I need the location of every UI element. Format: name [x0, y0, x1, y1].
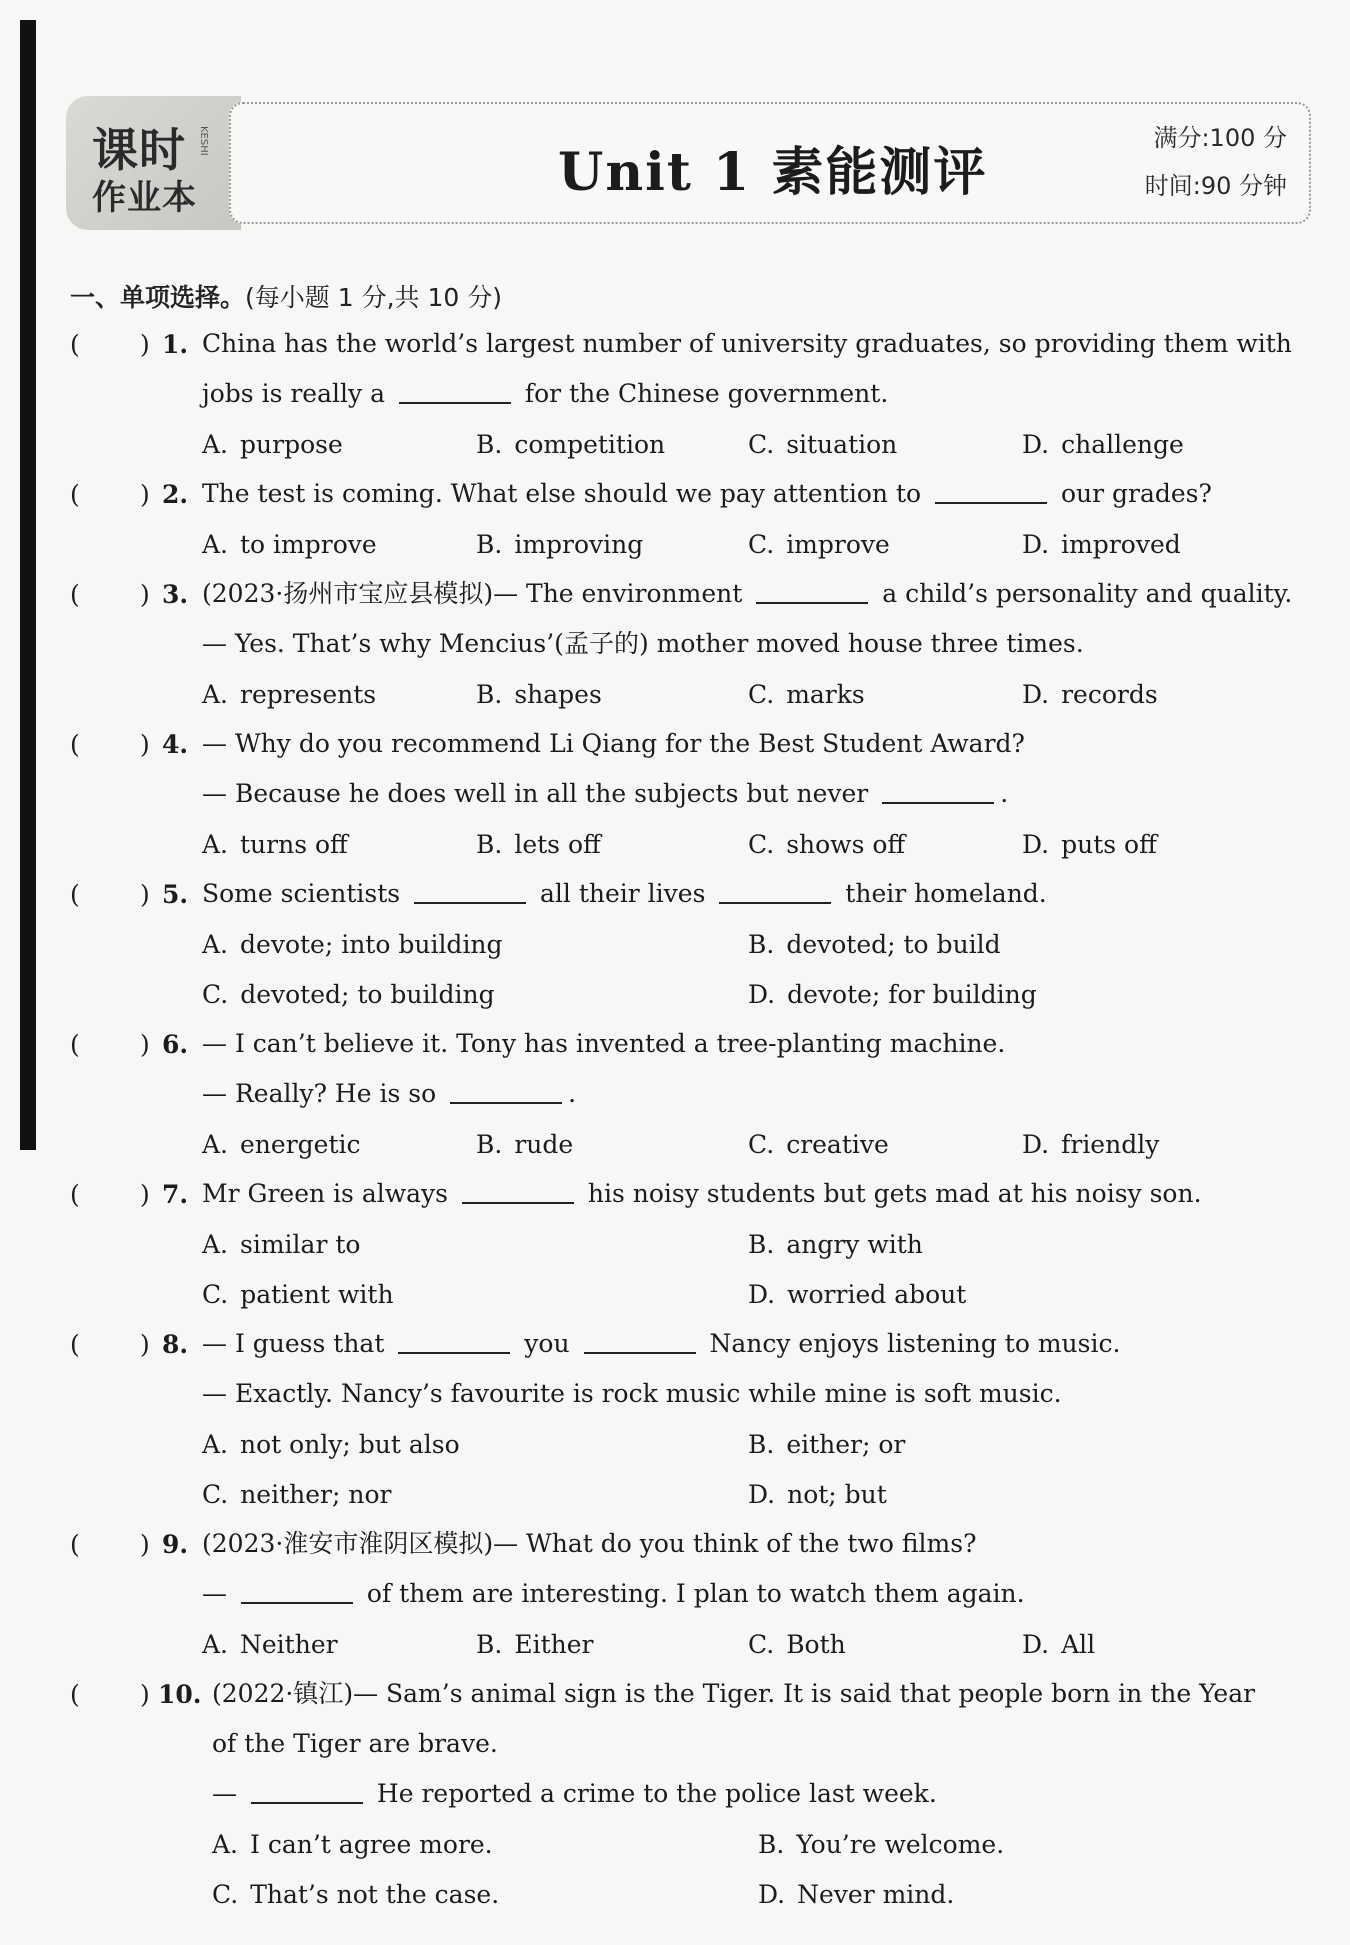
option-text: Either: [514, 1630, 594, 1659]
question-text: jobs is really a: [202, 379, 393, 408]
option-c: [202, 1280, 394, 1309]
option-d: [1022, 680, 1158, 709]
option-c: [748, 1130, 889, 1159]
answer-paren-open: (: [70, 580, 80, 609]
option-a: [202, 1430, 460, 1459]
answer-blank: [462, 1182, 574, 1204]
option-letter: D.: [1022, 1630, 1050, 1659]
option-c: [202, 980, 495, 1009]
option-text: either; or: [786, 1430, 906, 1459]
option-a: [202, 430, 343, 459]
option-a: [202, 1230, 360, 1259]
question-text: of them are interesting. I plan to watch them again.: [358, 1579, 1025, 1608]
option-letter: A.: [202, 1630, 229, 1659]
option-a: [212, 1830, 493, 1859]
option-letter: C.: [748, 430, 775, 459]
answer-paren-open: (: [70, 1330, 80, 1359]
option-b: [748, 1230, 923, 1259]
question-number: 4.: [162, 730, 189, 759]
answer-blank: [935, 482, 1047, 504]
question-text: our grades?: [1053, 479, 1212, 508]
answer-paren-close: ): [140, 480, 150, 509]
question-text: — Yes. That’s why Mencius’(孟子的) mother moved house three times.: [202, 629, 1084, 658]
question-text-line: [202, 1378, 1062, 1410]
question-number: 8.: [162, 1330, 189, 1359]
option-text: patient with: [240, 1280, 394, 1309]
answer-paren-open: (: [70, 1030, 80, 1059]
question-text: Nancy enjoys listening to music.: [701, 1329, 1121, 1358]
option-b: [476, 430, 665, 459]
option-c: [212, 1880, 499, 1909]
question-text: — I guess that: [202, 1329, 393, 1358]
section-heading: [70, 278, 502, 314]
answer-paren-open: (: [70, 1680, 80, 1709]
option-text: similar to: [240, 1230, 361, 1259]
question-text: — Exactly. Nancy’s favourite is rock music while mine is soft music.: [202, 1379, 1062, 1408]
option-d: [748, 1480, 887, 1509]
option-d: [748, 980, 1037, 1009]
option-text: energetic: [240, 1130, 361, 1159]
option-a: [202, 1130, 361, 1159]
question-number: 2.: [162, 480, 189, 509]
answer-paren-close: ): [140, 880, 150, 909]
option-text: records: [1061, 680, 1158, 709]
option-text: devote; into building: [240, 930, 503, 959]
option-text: marks: [786, 680, 865, 709]
question-text: (2023·淮安市淮阴区模拟)— What do you think of the two films?: [202, 1529, 977, 1558]
option-d: [758, 1880, 954, 1909]
option-c: [748, 680, 865, 709]
question-text-line: [212, 1678, 1255, 1710]
question-text-line: [202, 878, 1047, 910]
option-text: improving: [514, 530, 644, 559]
option-letter: D.: [1022, 530, 1050, 559]
answer-blank: [584, 1332, 696, 1354]
question-text: of the Tiger are brave.: [212, 1729, 498, 1758]
option-letter: B.: [758, 1830, 785, 1859]
question-text: Some scientists: [202, 879, 409, 908]
option-text: I can’t agree more.: [250, 1830, 493, 1859]
answer-paren-close: ): [140, 330, 150, 359]
question-text-line: [202, 1578, 1025, 1610]
question-number: 10.: [158, 1680, 202, 1709]
answer-blank: [756, 582, 868, 604]
question-text-line: [202, 328, 1292, 360]
answer-paren-open: (: [70, 330, 80, 359]
option-text: situation: [786, 430, 898, 459]
option-text: Neither: [240, 1630, 338, 1659]
question-text: all their lives: [532, 879, 714, 908]
option-letter: A.: [202, 830, 229, 859]
answer-paren-close: ): [140, 730, 150, 759]
question-text: for the Chinese government.: [516, 379, 889, 408]
option-c: [748, 830, 905, 859]
option-letter: C.: [212, 1880, 239, 1909]
answer-blank: [882, 782, 994, 804]
answer-paren-open: (: [70, 730, 80, 759]
full-score: 满分:100 分: [1153, 124, 1287, 152]
option-letter: C.: [748, 830, 775, 859]
answer-blank: [251, 1782, 363, 1804]
time-limit: 时间:90 分钟: [1144, 172, 1287, 200]
question-text-line: [212, 1728, 498, 1760]
question-text-line: [202, 378, 888, 410]
question-text-line: [202, 1528, 976, 1560]
question-text: — Really? He is so: [202, 1079, 445, 1108]
answer-paren-close: ): [140, 1180, 150, 1209]
page-title: Unit 1 素能测评: [558, 142, 988, 203]
option-a: [202, 680, 376, 709]
option-text: devoted; to building: [240, 980, 495, 1009]
option-letter: D.: [748, 1480, 776, 1509]
option-text: devote; for building: [787, 980, 1037, 1009]
option-text: represents: [240, 680, 377, 709]
question-number: 1.: [162, 330, 189, 359]
option-letter: C.: [748, 1630, 775, 1659]
section-note: (每小题 1 分,共 10 分): [245, 283, 502, 312]
option-text: All: [1061, 1630, 1096, 1659]
option-letter: C.: [202, 980, 229, 1009]
option-b: [476, 530, 643, 559]
question-text: He reported a crime to the police last week.: [368, 1779, 937, 1808]
question-text: you: [516, 1329, 578, 1358]
question-text-line: [202, 1078, 576, 1110]
option-c: [748, 1630, 846, 1659]
option-letter: A.: [202, 1130, 229, 1159]
option-b: [476, 1630, 593, 1659]
option-b: [476, 1130, 573, 1159]
option-letter: B.: [476, 1630, 503, 1659]
option-text: angry with: [786, 1230, 923, 1259]
option-a: [202, 1630, 338, 1659]
question-text: — Why do you recommend Li Qiang for the Best Student Award?: [202, 729, 1025, 758]
option-d: [1022, 530, 1181, 559]
option-text: turns off: [240, 830, 348, 859]
answer-paren-open: (: [70, 480, 80, 509]
answer-blank: [414, 882, 526, 904]
page-edge-bar: [20, 20, 36, 1150]
question-text-line: [202, 1178, 1202, 1210]
question-text-line: [202, 728, 1025, 760]
option-b: [758, 1830, 1004, 1859]
option-text: That’s not the case.: [250, 1880, 500, 1909]
option-letter: D.: [748, 980, 776, 1009]
question-text-line: [212, 1778, 937, 1810]
option-text: to improve: [240, 530, 377, 559]
option-letter: B.: [476, 430, 503, 459]
question-text: China has the world’s largest number of university graduates, so providing them with: [202, 329, 1292, 358]
question-text: —: [202, 1579, 235, 1608]
answer-paren-close: ): [140, 1530, 150, 1559]
section-title: 一、单项选择。: [70, 283, 246, 312]
option-letter: C.: [202, 1480, 229, 1509]
option-d: [1022, 830, 1157, 859]
option-text: Never mind.: [797, 1880, 955, 1909]
badge-mini-text: KESHI: [198, 126, 209, 156]
option-text: lets off: [514, 830, 601, 859]
option-letter: B.: [476, 530, 503, 559]
question-text: his noisy students but gets mad at his noisy son.: [579, 1179, 1202, 1208]
option-letter: D.: [1022, 830, 1050, 859]
answer-paren-open: (: [70, 880, 80, 909]
answer-blank: [450, 1082, 562, 1104]
question-number: 5.: [162, 880, 189, 909]
question-text: a child’s personality and quality.: [874, 579, 1293, 608]
option-text: neither; nor: [240, 1480, 392, 1509]
brand-badge: [66, 96, 241, 230]
question-number: 9.: [162, 1530, 189, 1559]
option-a: [202, 530, 377, 559]
question-text: .: [568, 1079, 577, 1108]
answer-blank: [719, 882, 831, 904]
question-text: (2023·扬州市宝应县模拟)— The environment: [202, 579, 751, 608]
question-text: — Because he does well in all the subjects but never: [202, 779, 877, 808]
option-letter: B.: [476, 830, 503, 859]
question-text-line: [202, 478, 1212, 510]
option-letter: D.: [748, 1280, 776, 1309]
option-letter: B.: [476, 680, 503, 709]
option-text: challenge: [1061, 430, 1184, 459]
worksheet-header: [66, 96, 1311, 230]
option-letter: A.: [202, 1230, 229, 1259]
option-b: [748, 1430, 905, 1459]
title-box: [229, 102, 1311, 224]
option-letter: A.: [212, 1830, 239, 1859]
question-text-line: [202, 628, 1084, 660]
answer-paren-open: (: [70, 1180, 80, 1209]
option-letter: A.: [202, 680, 229, 709]
question-text: The test is coming. What else should we pay attention to: [202, 479, 929, 508]
option-letter: C.: [748, 530, 775, 559]
answer-blank: [399, 382, 511, 404]
option-b: [748, 930, 1001, 959]
option-d: [1022, 1130, 1159, 1159]
question-text: (2022·镇江)— Sam’s animal sign is the Tiger. It is said that people born in the Year: [212, 1679, 1256, 1708]
question-number: 6.: [162, 1030, 189, 1059]
option-letter: B.: [748, 1430, 775, 1459]
question-text-line: [202, 1028, 1005, 1060]
option-letter: D.: [1022, 430, 1050, 459]
option-text: You’re welcome.: [796, 1830, 1005, 1859]
option-text: shows off: [786, 830, 906, 859]
option-text: improved: [1061, 530, 1181, 559]
option-text: friendly: [1061, 1130, 1160, 1159]
option-c: [202, 1480, 391, 1509]
badge-title-bottom: 作业本: [92, 178, 197, 218]
option-d: [1022, 1630, 1095, 1659]
option-d: [748, 1280, 966, 1309]
question-text-line: [202, 778, 1008, 810]
option-letter: D.: [1022, 1130, 1050, 1159]
question-text: —: [212, 1779, 245, 1808]
option-letter: B.: [748, 1230, 775, 1259]
option-letter: D.: [1022, 680, 1050, 709]
question-text: their homeland.: [837, 879, 1047, 908]
option-letter: A.: [202, 530, 229, 559]
option-letter: A.: [202, 1430, 229, 1459]
option-c: [748, 530, 890, 559]
option-text: creative: [786, 1130, 889, 1159]
option-letter: B.: [476, 1130, 503, 1159]
option-b: [476, 680, 602, 709]
question-number: 7.: [162, 1180, 189, 1209]
option-letter: C.: [202, 1280, 229, 1309]
option-d: [1022, 430, 1184, 459]
option-a: [202, 830, 348, 859]
option-text: worried about: [787, 1280, 967, 1309]
option-text: puts off: [1061, 830, 1157, 859]
option-c: [748, 430, 897, 459]
question-text: — I can’t believe it. Tony has invented a tree-planting machine.: [202, 1029, 1006, 1058]
answer-blank: [241, 1582, 353, 1604]
answer-paren-close: ): [140, 1680, 150, 1709]
question-text: Mr Green is always: [202, 1179, 456, 1208]
answer-paren-close: ): [140, 1330, 150, 1359]
answer-paren-close: ): [140, 1030, 150, 1059]
option-text: rude: [514, 1130, 574, 1159]
option-letter: A.: [202, 430, 229, 459]
option-letter: D.: [758, 1880, 786, 1909]
question-number: 3.: [162, 580, 189, 609]
option-text: not; but: [787, 1480, 887, 1509]
option-text: shapes: [514, 680, 602, 709]
option-text: not only; but also: [240, 1430, 460, 1459]
question-text-line: [202, 578, 1292, 610]
option-text: purpose: [240, 430, 343, 459]
answer-paren-close: ): [140, 580, 150, 609]
option-text: devoted; to build: [786, 930, 1001, 959]
option-letter: B.: [748, 930, 775, 959]
option-text: improve: [786, 530, 890, 559]
answer-blank: [398, 1332, 510, 1354]
option-b: [476, 830, 601, 859]
badge-title-top: 课时: [92, 123, 186, 177]
option-letter: C.: [748, 680, 775, 709]
option-letter: C.: [748, 1130, 775, 1159]
option-letter: A.: [202, 930, 229, 959]
option-text: competition: [514, 430, 666, 459]
question-text-line: [202, 1328, 1120, 1360]
option-a: [202, 930, 503, 959]
answer-paren-open: (: [70, 1530, 80, 1559]
option-text: Both: [786, 1630, 846, 1659]
question-text: .: [1000, 779, 1009, 808]
